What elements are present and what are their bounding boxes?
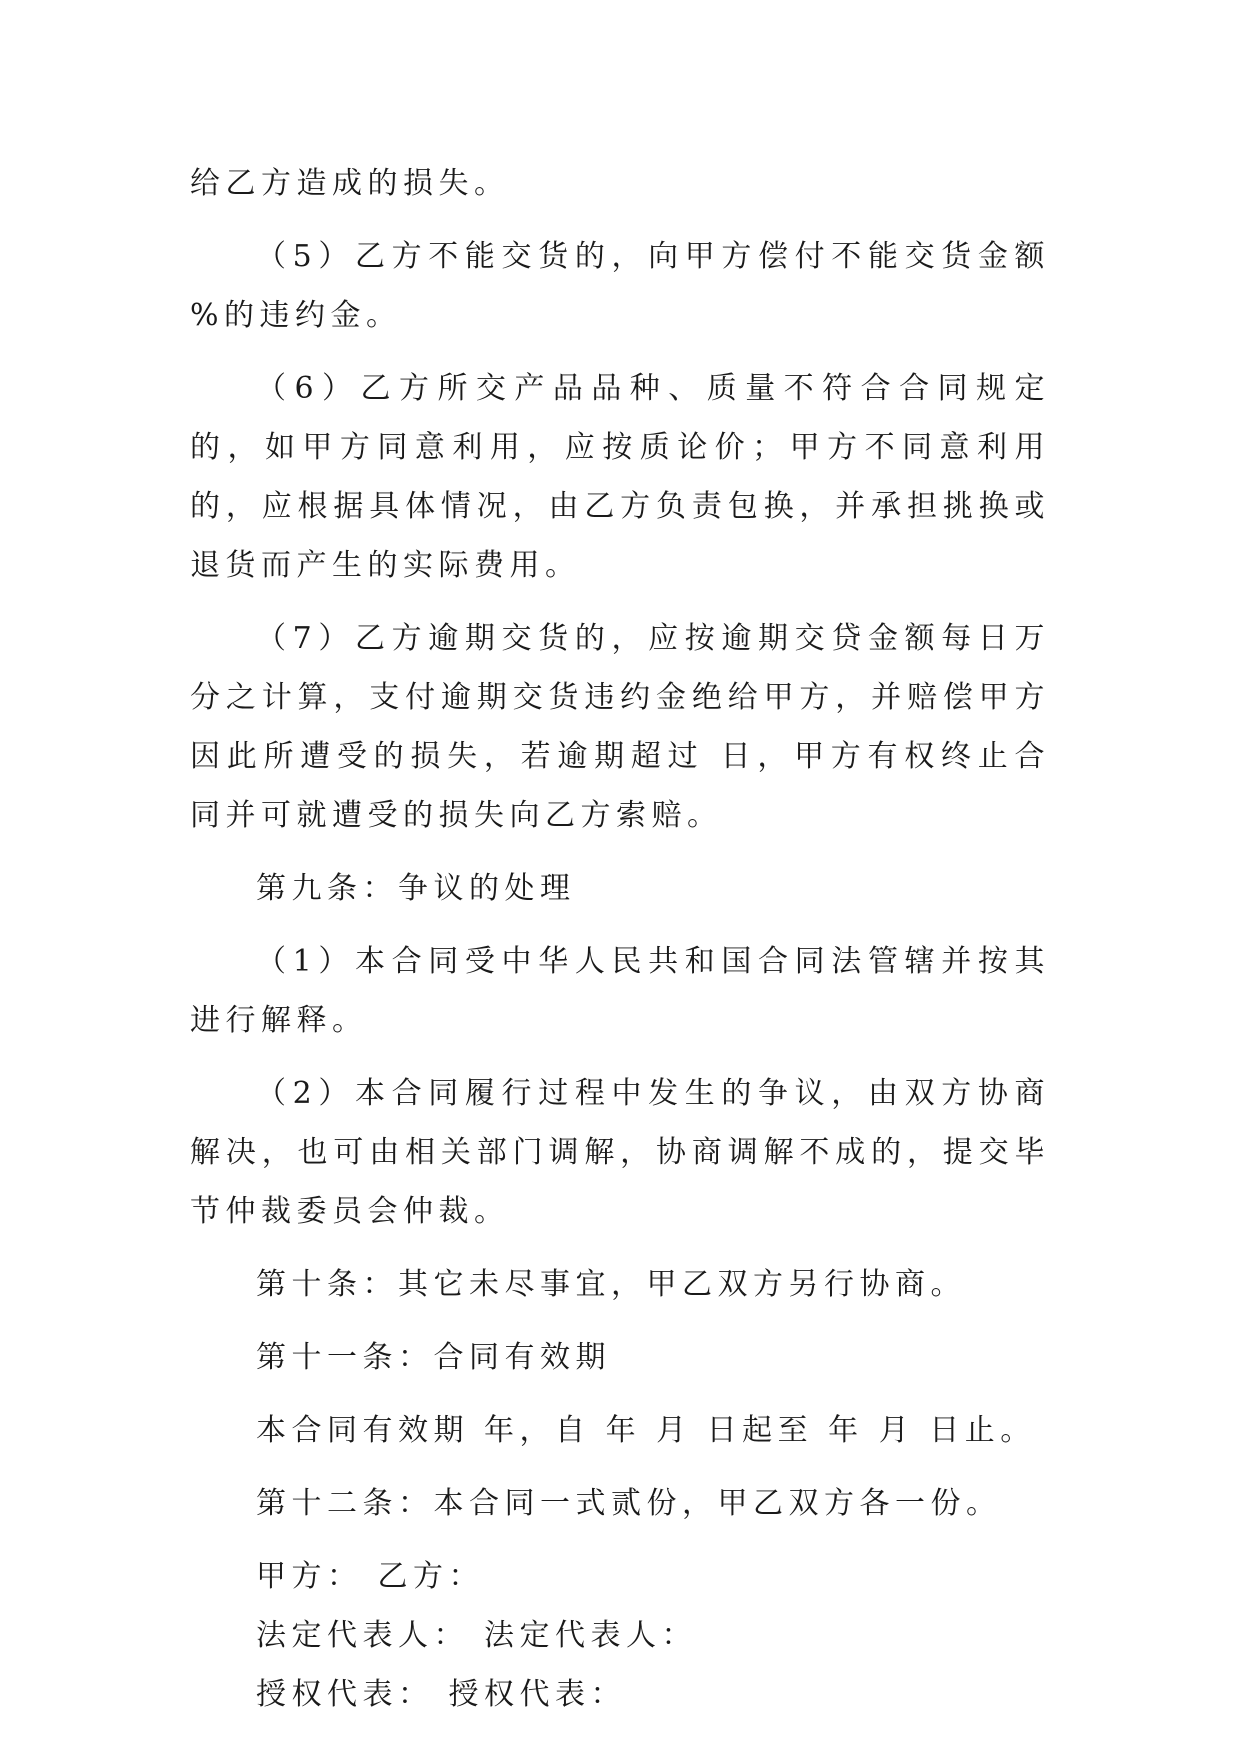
article-11-term: 本合同有效期 年，自 年 月 日起至 年 月 日止。 (256, 1413, 1036, 1448)
contract-body (190, 154, 1066, 1724)
clause-8-6: （6）乙方所交产品品种、质量不符合合同规定的，如甲方同意利用，应按质论价；甲方不同意利用的，应根据具体情况，由乙方负责包换，并承担挑换或退货而产生的实际费用。 (190, 371, 1050, 583)
article-10: 第十条：其它未尽事宜，甲乙双方另行协商。 (256, 1267, 966, 1302)
clause-9-1: （1）本合同受中华人民共和国合同法管辖并按其进行解释。 (190, 944, 1050, 1038)
article-12: 第十二条：本合同一式贰份，甲乙双方各一份。 (256, 1486, 1002, 1521)
clause-9-2: （2）本合同履行过程中发生的争议，由双方协商解决，也可由相关部门调解，协商调解不成的，提交毕节仲裁委员会仲裁。 (190, 1076, 1050, 1229)
article-9-heading: 第九条：争议的处理 (256, 871, 576, 906)
clause-8-4-continuation: 给乙方造成的损失。 (190, 166, 510, 201)
signature-authorized-rep-line: 授权代表： 授权代表： (256, 1677, 627, 1712)
clause-8-7: （7）乙方逾期交货的，应按逾期交贷金额每日万分之计算，支付逾期交货违约金绝给甲方，并赔偿甲方因此所遭受的损失，若逾期超过 日，甲方有权终止合同并可就遭受的损失向乙方索赔。 (190, 621, 1050, 833)
article-11-heading: 第十一条：合同有效期 (256, 1340, 611, 1375)
signature-block (190, 1547, 1050, 1724)
clause-8-5: （5）乙方不能交货的，向甲方偿付不能交货金额 %的违约金。 (190, 239, 1066, 333)
signature-party-line: 甲方： 乙方： (256, 1559, 485, 1594)
signature-legal-rep-line: 法定代表人： 法定代表人： (256, 1618, 698, 1653)
